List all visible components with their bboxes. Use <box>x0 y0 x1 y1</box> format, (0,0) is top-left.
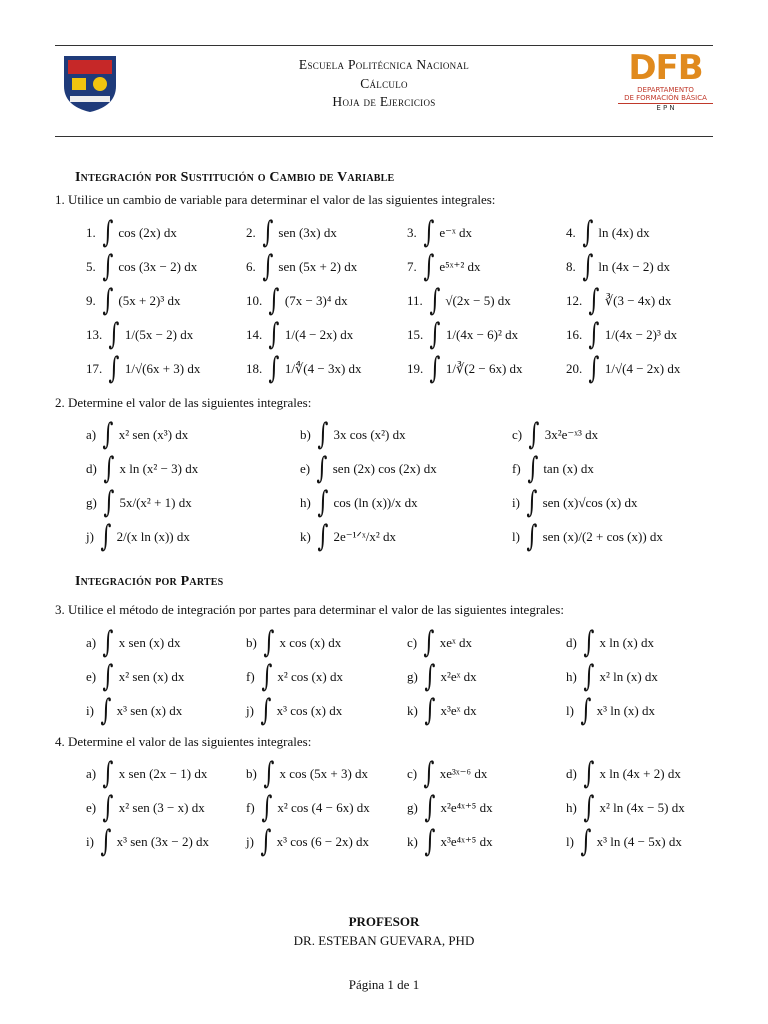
header-rule-bottom <box>55 136 713 137</box>
integral-sign: ∫ <box>108 317 120 352</box>
exercise-label: 15. <box>407 327 424 342</box>
integral-sign: ∫ <box>108 351 120 386</box>
exercise-label: k) <box>300 529 311 544</box>
integrand-expression: 3x cos (x²) dx <box>333 427 406 442</box>
integrand-expression: x sen (x) dx <box>118 635 181 650</box>
exercise-label: k) <box>407 703 418 718</box>
exercise-item <box>86 352 200 386</box>
exercise-label: h) <box>300 495 311 510</box>
integrand-expression: x³eˣ dx <box>440 703 477 718</box>
integral-sign: ∫ <box>526 519 538 554</box>
footer-page: Página 1 de 1 <box>348 977 420 992</box>
exercise-label: f) <box>246 800 255 815</box>
exercise-row <box>0 660 768 694</box>
exercise-item <box>86 250 197 284</box>
exercise-row <box>0 626 768 660</box>
integrand-expression: e⁻ˣ dx <box>439 225 473 240</box>
exercise-label: c) <box>512 427 523 442</box>
exercise-row <box>0 318 768 352</box>
exercise-item <box>407 250 480 284</box>
dfb-logo-letters: DFB <box>628 48 703 88</box>
integral-sign: ∫ <box>423 625 435 660</box>
integrand-expression: x ln (4x + 2) dx <box>599 766 681 781</box>
integrand-expression: 1/√(4 − 2x) dx <box>604 361 681 376</box>
exercise-row <box>0 757 768 791</box>
exercise-item <box>86 757 207 791</box>
exercise-label: b) <box>246 766 257 781</box>
exercise-label: c) <box>407 635 418 650</box>
integral-sign: ∫ <box>103 485 115 520</box>
dfb-logo <box>618 50 713 118</box>
integrand-expression: x³ sen (x) dx <box>116 703 183 718</box>
exercise-item <box>246 660 343 694</box>
integral-sign: ∫ <box>588 283 600 318</box>
problem-2-statement: 2. Determine el valor de las siguientes integrales: <box>55 395 312 410</box>
integrand-expression: 1/(4 − 2x) dx <box>284 327 354 342</box>
exercise-item <box>407 352 523 386</box>
exercise-label: i) <box>86 834 94 849</box>
school-name: Escuela Politécnica Nacional <box>298 57 470 72</box>
exercise-label: 10. <box>246 293 263 308</box>
exercise-label: c) <box>407 766 418 781</box>
integrand-expression: x sen (2x − 1) dx <box>118 766 208 781</box>
integrand-expression: 1/∜(4 − 3x) dx <box>284 361 362 376</box>
integrand-expression: xeˣ dx <box>439 635 473 650</box>
integrand-expression: 1/(5x − 2) dx <box>124 327 194 342</box>
integral-sign: ∫ <box>268 351 280 386</box>
exercise-label: 4. <box>566 225 576 240</box>
integrand-expression: 1/(4x − 6)² dx <box>445 327 519 342</box>
exercise-item <box>86 660 184 694</box>
exercise-row <box>0 352 768 386</box>
exercise-item <box>300 486 418 520</box>
integrand-expression: x³ cos (x) dx <box>276 703 343 718</box>
exercise-row <box>0 520 768 554</box>
integral-sign: ∫ <box>423 249 435 284</box>
integrand-expression: √(2x − 5) dx <box>445 293 511 308</box>
exercise-label: 6. <box>246 259 256 274</box>
exercise-label: 18. <box>246 361 263 376</box>
integral-sign: ∫ <box>424 659 436 694</box>
exercise-label: g) <box>407 669 418 684</box>
problem-1-statement: 1. Utilice un cambio de variable para determinar el valor de las siguientes integrales: <box>55 192 496 207</box>
exercise-row <box>0 486 768 520</box>
exercise-item <box>512 418 598 452</box>
integrand-expression: (7x − 3)⁴ dx <box>284 293 348 308</box>
integral-sign: ∫ <box>102 625 114 660</box>
integral-sign: ∫ <box>260 824 272 859</box>
header-rule-top <box>55 45 713 46</box>
exercise-item <box>246 352 362 386</box>
exercise-label: 13. <box>86 327 103 342</box>
integrand-expression: ln (4x − 2) dx <box>598 259 670 274</box>
integral-sign: ∫ <box>583 625 595 660</box>
exercise-item <box>86 452 198 486</box>
integral-sign: ∫ <box>582 215 594 250</box>
exercise-item <box>86 418 188 452</box>
integral-sign: ∫ <box>261 659 272 694</box>
exercise-item <box>86 694 182 728</box>
integrand-expression: x³ ln (4 − 5x) dx <box>596 834 682 849</box>
exercise-label: e) <box>86 669 97 684</box>
integrand-expression: x² ln (4x − 5) dx <box>599 800 685 815</box>
problem-3-statement: 3. Utilice el método de integración por partes para determinar el valor de las siguientes integrales: <box>55 602 564 617</box>
integral-sign: ∫ <box>102 215 114 250</box>
exercise-label: 12. <box>566 293 583 308</box>
exercise-label: a) <box>86 766 97 781</box>
integrand-expression: x² ln (x) dx <box>599 669 658 684</box>
integrand-expression: cos (3x − 2) dx <box>118 259 198 274</box>
integrand-expression: ∛(3 − 4x) dx <box>604 293 672 308</box>
exercise-item <box>566 352 680 386</box>
integral-sign: ∫ <box>317 519 329 554</box>
exercise-label: h) <box>566 800 577 815</box>
integral-sign: ∫ <box>317 485 329 520</box>
exercise-item <box>300 452 437 486</box>
integrand-expression: x cos (x) dx <box>279 635 342 650</box>
integrand-expression: sen (2x) cos (2x) dx <box>332 461 437 476</box>
integrand-expression: 2/(x ln (x)) dx <box>116 529 190 544</box>
integrand-expression: sen (5x + 2) dx <box>278 259 358 274</box>
integral-sign: ∫ <box>102 659 114 694</box>
integral-sign: ∫ <box>423 215 435 250</box>
integral-sign: ∫ <box>262 249 274 284</box>
integral-sign: ∫ <box>423 756 435 791</box>
dfb-logo-sub1: DEPARTAMENTO <box>637 86 694 94</box>
integrand-expression: x³e⁴ˣ⁺⁵ dx <box>440 834 493 849</box>
exercise-item <box>300 418 406 452</box>
exercise-item <box>86 626 181 660</box>
exercise-label: j) <box>246 834 254 849</box>
exercise-label: e) <box>86 800 97 815</box>
exercise-label: 9. <box>86 293 96 308</box>
exercise-label: 3. <box>407 225 417 240</box>
exercise-label: b) <box>246 635 257 650</box>
integrand-expression: x² cos (4 − 6x) dx <box>277 800 370 815</box>
exercise-item <box>86 216 177 250</box>
exercise-row <box>0 694 768 728</box>
section-title-substitution: Integración por Sustitución o Cambio de Variable <box>75 170 395 185</box>
exercise-item <box>246 216 337 250</box>
exercise-item <box>566 660 658 694</box>
integral-sign: ∫ <box>526 485 538 520</box>
exercise-label: f) <box>512 461 521 476</box>
integrand-expression: e⁵ˣ⁺² dx <box>439 259 481 274</box>
exercise-label: e) <box>300 461 311 476</box>
exercise-label: 20. <box>566 361 583 376</box>
integrand-expression: x³ cos (6 − 2x) dx <box>276 834 370 849</box>
exercise-row <box>0 284 768 318</box>
integral-sign: ∫ <box>102 417 114 452</box>
integral-sign: ∫ <box>316 451 328 486</box>
exercise-item <box>407 791 493 825</box>
exercise-label: 2. <box>246 225 256 240</box>
exercise-item <box>566 284 671 318</box>
integrand-expression: 1/∛(2 − 6x) dx <box>445 361 523 376</box>
integrand-expression: 1/(4x − 2)³ dx <box>604 327 678 342</box>
integral-sign: ∫ <box>262 215 274 250</box>
exercise-label: d) <box>566 635 577 650</box>
integral-sign: ∫ <box>102 249 114 284</box>
section-title-parts: Integración por Partes <box>75 574 224 589</box>
exercise-item <box>566 318 677 352</box>
integral-sign: ∫ <box>100 519 112 554</box>
exercise-label: 17. <box>86 361 103 376</box>
exercise-item <box>407 694 477 728</box>
exercise-label: g) <box>407 800 418 815</box>
integral-sign: ∫ <box>588 317 600 352</box>
exercise-item <box>246 694 342 728</box>
exercise-item <box>512 520 663 554</box>
integrand-expression: (5x + 2)³ dx <box>118 293 181 308</box>
integral-sign: ∫ <box>429 283 441 318</box>
integral-sign: ∫ <box>424 693 436 728</box>
integrand-expression: x² sen (3 − x) dx <box>118 800 205 815</box>
integral-sign: ∫ <box>583 756 595 791</box>
integral-sign: ∫ <box>102 790 114 825</box>
exercise-item <box>246 791 370 825</box>
exercise-item <box>246 626 341 660</box>
integrand-expression: sen (x)√cos (x) dx <box>542 495 638 510</box>
exercise-item <box>566 757 681 791</box>
exercise-item <box>407 318 518 352</box>
integrand-expression: x³ sen (3x − 2) dx <box>116 834 210 849</box>
integral-sign: ∫ <box>528 417 540 452</box>
integrand-expression: 1/√(6x + 3) dx <box>124 361 201 376</box>
exercise-label: 1. <box>86 225 96 240</box>
integral-sign: ∫ <box>268 317 280 352</box>
exercise-item <box>566 626 654 660</box>
integrand-expression: x ln (x) dx <box>599 635 655 650</box>
integral-sign: ∫ <box>100 824 112 859</box>
integral-sign: ∫ <box>588 351 600 386</box>
exercise-row <box>0 216 768 250</box>
integral-sign: ∫ <box>100 693 112 728</box>
exercise-row <box>0 250 768 284</box>
integrand-expression: x ln (x² − 3) dx <box>119 461 199 476</box>
exercise-item <box>246 825 369 859</box>
exercise-label: 7. <box>407 259 417 274</box>
exercise-label: 19. <box>407 361 424 376</box>
integrand-expression: x² cos (x) dx <box>277 669 343 684</box>
integral-sign: ∫ <box>261 790 272 825</box>
exercise-label: j) <box>246 703 254 718</box>
integrand-expression: 5x/(x² + 1) dx <box>119 495 192 510</box>
exercise-item <box>300 520 396 554</box>
exercise-label: a) <box>86 427 97 442</box>
exercise-label: b) <box>300 427 311 442</box>
exercise-item <box>86 486 192 520</box>
exercise-label: d) <box>566 766 577 781</box>
exercise-label: h) <box>566 669 577 684</box>
integrand-expression: sen (3x) dx <box>278 225 337 240</box>
integral-sign: ∫ <box>582 249 594 284</box>
exercise-label: l) <box>566 834 574 849</box>
integral-sign: ∫ <box>263 625 275 660</box>
exercise-label: l) <box>512 529 520 544</box>
exercise-item <box>566 791 685 825</box>
exercise-label: 11. <box>407 293 423 308</box>
integrand-expression: sen (x)/(2 + cos (x)) dx <box>542 529 663 544</box>
integrand-expression: x² sen (x) dx <box>118 669 185 684</box>
exercise-label: 16. <box>566 327 583 342</box>
integrand-expression: 2e⁻¹ᐟˣ/x² dx <box>333 529 397 544</box>
exercise-label: 14. <box>246 327 263 342</box>
footer-name: DR. ESTEBAN GUEVARA, PHD <box>293 933 475 948</box>
exercise-item <box>407 284 511 318</box>
exercise-item <box>86 825 209 859</box>
integral-sign: ∫ <box>102 756 114 791</box>
exercise-label: 8. <box>566 259 576 274</box>
exercise-row <box>0 452 768 486</box>
exercise-item <box>566 694 655 728</box>
exercise-item <box>246 250 357 284</box>
exercise-label: j) <box>86 529 94 544</box>
integrand-expression: xe³ˣ⁻⁶ dx <box>439 766 488 781</box>
exercise-item <box>407 757 487 791</box>
exercise-item <box>86 520 190 554</box>
exercise-row <box>0 418 768 452</box>
integral-sign: ∫ <box>583 659 595 694</box>
exercise-label: l) <box>566 703 574 718</box>
integrand-expression: cos (ln (x))/x dx <box>333 495 418 510</box>
exercise-item <box>512 452 594 486</box>
integrand-expression: x²e⁴ˣ⁺⁵ dx <box>440 800 493 815</box>
exercise-item <box>407 216 472 250</box>
integral-sign: ∫ <box>263 756 275 791</box>
exercise-label: k) <box>407 834 418 849</box>
integral-sign: ∫ <box>429 317 441 352</box>
footer-role: PROFESOR <box>348 914 420 929</box>
exercise-item <box>407 660 477 694</box>
integrand-expression: x cos (5x + 3) dx <box>279 766 369 781</box>
integral-sign: ∫ <box>317 417 329 452</box>
exercise-label: i) <box>86 703 94 718</box>
exercise-item <box>86 791 205 825</box>
integral-sign: ∫ <box>102 283 114 318</box>
integrand-expression: cos (2x) dx <box>118 225 177 240</box>
integrand-expression: x²eˣ dx <box>440 669 477 684</box>
integrand-expression: x² sen (x³) dx <box>118 427 189 442</box>
integral-sign: ∫ <box>424 824 436 859</box>
exercise-row <box>0 825 768 859</box>
problem-4-statement: 4. Determine el valor de las siguientes integrales: <box>55 734 312 749</box>
exercise-item <box>407 825 493 859</box>
integral-sign: ∫ <box>580 824 592 859</box>
exercise-item <box>246 318 353 352</box>
exercise-label: i) <box>512 495 520 510</box>
integrand-expression: ln (4x) dx <box>598 225 650 240</box>
exercise-item <box>86 284 181 318</box>
integrand-expression: tan (x) dx <box>543 461 594 476</box>
exercise-label: 5. <box>86 259 96 274</box>
dfb-logo-sub2: DE FORMACIÓN BÁSICA <box>618 94 713 104</box>
integral-sign: ∫ <box>268 283 280 318</box>
exercise-item <box>512 486 637 520</box>
integral-sign: ∫ <box>580 693 592 728</box>
integrand-expression: x³ ln (x) dx <box>596 703 656 718</box>
exercise-item <box>246 757 368 791</box>
course-name: Cálculo <box>360 76 408 91</box>
exercise-item <box>407 626 472 660</box>
exercise-item <box>566 250 670 284</box>
exercise-label: a) <box>86 635 97 650</box>
integral-sign: ∫ <box>429 351 441 386</box>
sheet-title: Hoja de Ejercicios <box>332 94 436 109</box>
exercise-item <box>566 216 650 250</box>
exercise-label: g) <box>86 495 97 510</box>
integral-sign: ∫ <box>260 693 272 728</box>
exercise-row <box>0 791 768 825</box>
integral-sign: ∫ <box>424 790 436 825</box>
exercise-item <box>566 825 682 859</box>
integral-sign: ∫ <box>583 790 595 825</box>
dfb-logo-sub3: E P N <box>656 104 675 112</box>
exercise-label: d) <box>86 461 97 476</box>
integrand-expression: 3x²e⁻ˣ³ dx <box>544 427 599 442</box>
integral-sign: ∫ <box>103 451 115 486</box>
exercise-item <box>246 284 348 318</box>
integral-sign: ∫ <box>527 451 538 486</box>
exercise-label: f) <box>246 669 255 684</box>
exercise-item <box>86 318 193 352</box>
